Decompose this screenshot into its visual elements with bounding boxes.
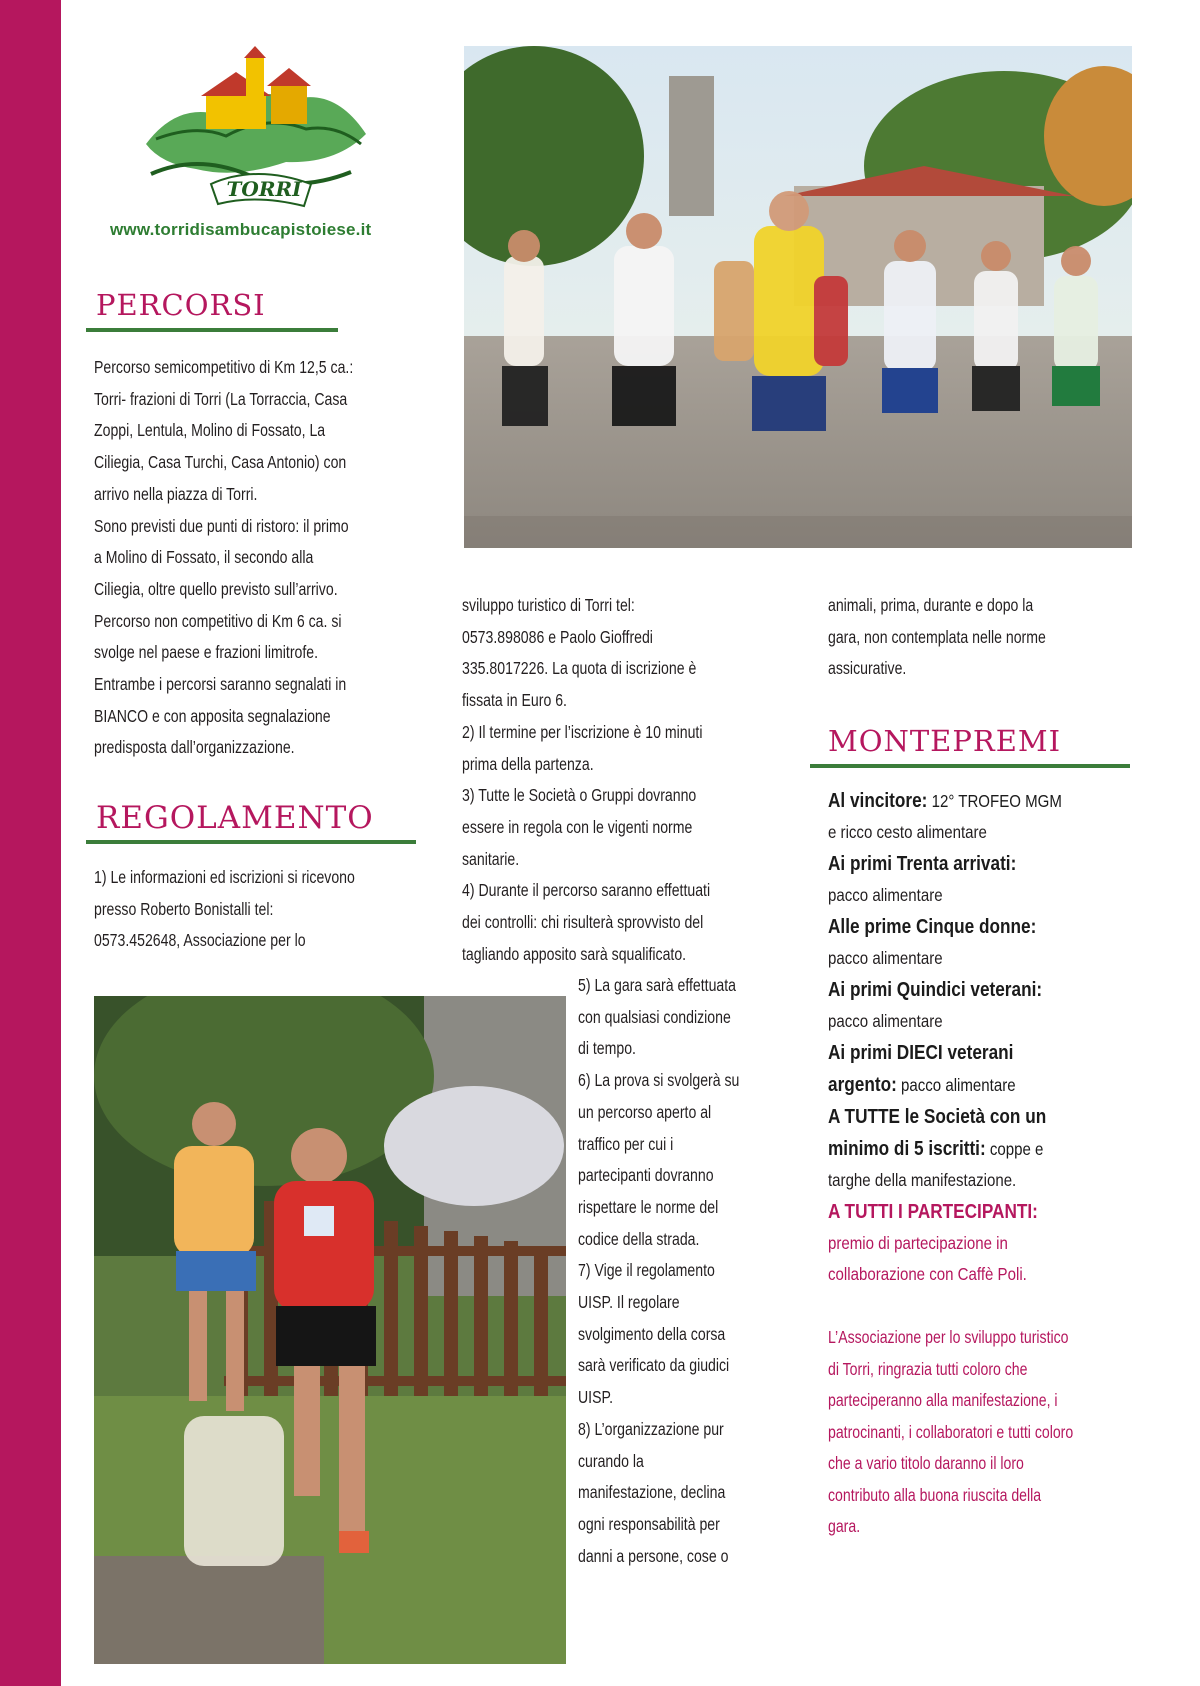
thanks-line: L’Associazione per lo sviluppo turistico	[828, 1327, 1069, 1347]
thanks-line: che a vario titolo daranno il loro	[828, 1453, 1024, 1473]
thanks-line: di Torri, ringrazia tutti coloro che	[828, 1358, 1028, 1379]
regolamento-heading: REGOLAMENTO	[96, 800, 374, 836]
thanks-paragraph	[828, 1322, 1073, 1543]
thanks-line: gara.	[828, 1516, 861, 1536]
regolamento-col2-narrow-line: svolgimento della corsa	[578, 1323, 726, 1344]
regolamento-col2-narrow-line: partecipanti dovranno	[578, 1165, 714, 1186]
prize-3-label: Alle prime Cinque donne:	[828, 916, 1037, 938]
montepremi-underline	[810, 764, 1130, 768]
regolamento-underline	[86, 840, 416, 844]
percorsi-heading: PERCORSI	[96, 288, 266, 322]
torri-logo	[136, 44, 376, 212]
regolamento-col2	[462, 590, 710, 970]
percorsi-line: Torri- frazioni di Torri (La Torraccia, Casa	[94, 388, 348, 409]
regolamento-col2-narrow-line: manifestazione, declina	[578, 1482, 726, 1503]
regolamento-col2-narrow-line: curando la	[578, 1450, 644, 1471]
percorsi-line: BIANCO e con apposita segnalazione	[94, 705, 331, 726]
regolamento-col2-line: 3) Tutte le Società o Gruppi dovranno	[462, 785, 697, 806]
percorsi-line: a Molino di Fossato, il secondo alla	[94, 547, 314, 568]
regolamento-col3-line: gara, non contemplata nelle norme	[828, 626, 1046, 647]
regolamento-col2-line: 2) Il termine per l’iscrizione è 10 minuti	[462, 721, 703, 742]
regolamento-col2-line: tagliando apposito sarà squalificato.	[462, 943, 687, 964]
regolamento-col2-narrow-line: di tempo.	[578, 1038, 636, 1059]
regolamento-col2-line: prima della partenza.	[462, 753, 594, 774]
percorsi-line: Sono previsti due punti di ristoro: il primo	[94, 515, 349, 536]
prize-6-label: A TUTTE le Società con un	[828, 1106, 1047, 1128]
regolamento-col2-narrow-line: rispettare le norme del	[578, 1196, 719, 1217]
regolamento-col2-line: fissata in Euro 6.	[462, 690, 567, 711]
regolamento-col2-line: essere in regola con le vigenti norme	[462, 816, 693, 837]
regolamento-col2-narrow-line: 7) Vige il regolamento	[578, 1260, 715, 1281]
race-start-photo	[464, 46, 1132, 548]
montepremi-heading: MONTEPREMI	[828, 724, 1062, 758]
prize-5-label: Ai primi DIECI veterani	[828, 1042, 1014, 1064]
prize-2-label: Ai primi Trenta arrivati:	[828, 853, 1017, 875]
percorsi-line: svolge nel paese e frazioni limitrofe.	[94, 642, 319, 663]
regolamento-col2-narrow-line: codice della strada.	[578, 1228, 700, 1249]
prize-4-label: Ai primi Quindici veterani:	[828, 979, 1043, 1001]
percorsi-line: Entrambe i percorsi saranno segnalati in	[94, 674, 347, 695]
regolamento-col2-line: 335.8017226. La quota di iscrizione è	[462, 658, 697, 679]
percorsi-line: arrivo nella piazza di Torri.	[94, 483, 258, 504]
regolamento-col1	[94, 862, 355, 957]
thanks-line: patrocinanti, i collaboratori e tutti coloro	[828, 1421, 1074, 1442]
prize-7-label: A TUTTI I PARTECIPANTI:	[828, 1201, 1038, 1223]
regolamento-col3-line: assicurative.	[828, 658, 907, 679]
regolamento-col2-narrow	[578, 970, 739, 1572]
regolamento-col2-line: sanitarie.	[462, 848, 520, 869]
regolamento-col2-narrow-line: 5) La gara sarà effettuata	[578, 975, 737, 995]
prize-5-label2: argento: pacco alimentare	[828, 1074, 1016, 1096]
percorsi-line: Ciliegia, Casa Turchi, Casa Antonio) con	[94, 452, 347, 473]
percorsi-underline	[86, 328, 338, 332]
regolamento-col2-line: dei controlli: chi risulterà sprovvisto del	[462, 912, 704, 933]
thanks-line: contributo alla buona riuscita della	[828, 1484, 1042, 1505]
prize-7-value1: premio di partecipazione in	[828, 1233, 1008, 1253]
logo-wordmark: TORRI	[226, 177, 302, 201]
prize-7-value2: collaborazione con Caffè Poli.	[828, 1264, 1027, 1284]
prize-1-value: e ricco cesto alimentare	[828, 822, 987, 842]
regolamento-col2-narrow-line: 8) L’organizzazione pur	[578, 1418, 724, 1439]
percorsi-line: predisposta dall’organizzazione.	[94, 737, 295, 758]
regolamento-col3	[828, 590, 1046, 685]
prize-6-label2: minimo di 5 iscritti: coppe e	[828, 1138, 1044, 1160]
regolamento-col2-line: 4) Durante il percorso saranno effettuati	[462, 880, 711, 901]
regolamento-col1-line: 0573.452648, Associazione per lo	[94, 930, 306, 951]
percorsi-line: Percorso non competitivo di Km 6 ca. si	[94, 610, 342, 631]
left-color-band	[0, 0, 61, 1686]
regolamento-col2-narrow-line: UISP.	[578, 1387, 614, 1408]
percorsi-line: Ciliegia, oltre quello previsto sull’arrivo.	[94, 578, 338, 599]
regolamento-col2-narrow-line: danni a persone, cose o	[578, 1545, 729, 1566]
regolamento-col2-narrow-line: 6) La prova si svolgerà su	[578, 1070, 740, 1091]
regolamento-col2-narrow-line: sarà verificato da giudici	[578, 1355, 730, 1376]
regolamento-col2-line: 0573.898086 e Paolo Gioffredi	[462, 626, 653, 647]
regolamento-col2-line: sviluppo turistico di Torri tel:	[462, 595, 635, 615]
prize-1-label: Al vincitore: 12° TROFEO MGM	[828, 790, 1062, 812]
regolamento-col1-line: 1) Le informazioni ed iscrizioni si ricevono	[94, 867, 355, 887]
regolamento-col1-line: presso Roberto Bonistalli tel:	[94, 898, 274, 919]
prize-list	[828, 785, 1062, 1290]
thanks-line: parteciperanno alla manifestazione, i	[828, 1390, 1058, 1410]
percorsi-line: Zoppi, Lentula, Molino di Fossato, La	[94, 420, 326, 441]
prize-4-value: pacco alimentare	[828, 1011, 943, 1031]
prize-2-value: pacco alimentare	[828, 885, 943, 905]
runners-park-photo	[94, 996, 566, 1664]
prize-3-value: pacco alimentare	[828, 948, 943, 968]
prize-6-value: targhe della manifestazione.	[828, 1170, 1017, 1190]
regolamento-col2-narrow-line: ogni responsabilità per	[578, 1513, 720, 1534]
percorsi-line: Percorso semicompetitivo di Km 12,5 ca.:	[94, 357, 354, 377]
regolamento-col2-narrow-line: traffico per cui i	[578, 1133, 674, 1154]
regolamento-col2-narrow-line: UISP. Il regolare	[578, 1292, 680, 1313]
website-url[interactable]: www.torridisambucapistoiese.it	[110, 220, 372, 239]
regolamento-col2-narrow-line: un percorso aperto al	[578, 1101, 712, 1122]
percorsi-text	[94, 352, 353, 764]
regolamento-col2-narrow-line: con qualsiasi condizione	[578, 1006, 731, 1027]
regolamento-col3-line: animali, prima, durante e dopo la	[828, 595, 1034, 615]
